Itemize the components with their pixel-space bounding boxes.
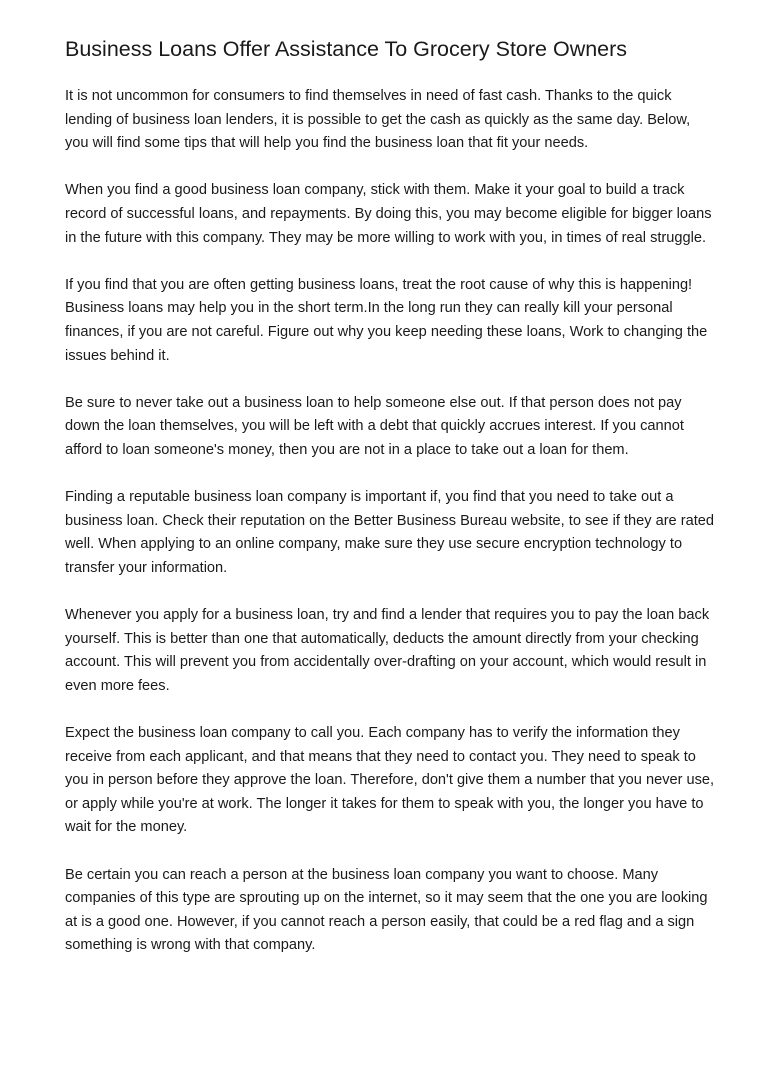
paragraph: Whenever you apply for a business loan, try and find a lender that requires you to pay the loan back yourself. This is better than one that automatically, deducts the amount directly from your checking account. This will prevent you from accidentally over-drafting on your account, which would result in even more fees. <box>65 607 710 694</box>
paragraph: Finding a reputable business loan company is important if, you find that you need to take out a business loan. Check their reputation on the Better Business Bureau website, to see if they are rated well. When applying to an online company, make sure they use secure encryption technology to transfer your information. <box>65 489 714 576</box>
paragraph: It is not uncommon for consumers to find themselves in need of fast cash. Thanks to the quick lending of business loan lenders, it is possible to get the cash as quickly as the same day. Below, you will find some tips that will help you find the business loan that fit your needs. <box>65 88 691 152</box>
document-title: Business Loans Offer Assistance To Grocery Store Owners <box>65 37 628 61</box>
paragraph: Expect the business loan company to call you. Each company has to verify the information they receive from each applicant, and that means that they need to contact you. They need to speak to you in person before they approve the loan. Therefore, don't give them a number that you never use, or apply while you're at work. The longer it takes for them to speak with you, the longer you have to wait for the money. <box>65 725 715 836</box>
paragraph: Be sure to never take out a business loan to help someone else out. If that person does not pay down the loan themselves, you will be left with a debt that quickly accrues interest. If you cannot afford to loan someone's money, then you are not in a place to take out a loan for them. <box>65 394 684 458</box>
document-body <box>65 85 715 982</box>
paragraph: Be certain you can reach a person at the business loan company you want to choose. Many companies of this type are sprouting up on the internet, so it may seem that the one you are looking at is a good one. However, if you cannot reach a person easily, that could be a red flag and a sign something is wrong with that company. <box>65 866 708 954</box>
paragraph: If you find that you are often getting business loans, treat the root cause of why this is happening! Business loans may help you in the short term.In the long run they can really kill your personal finances, if you are not careful. Figure out why you keep needing these loans, Work to changing the issues behind it. <box>65 276 708 364</box>
paragraph: When you find a good business loan company, stick with them. Make it your goal to build a track record of successful loans, and repayments. By doing this, you may become eligible for bigger loans in the future with this company. They may be more willing to work with you, in times of real struggle. <box>65 182 712 246</box>
